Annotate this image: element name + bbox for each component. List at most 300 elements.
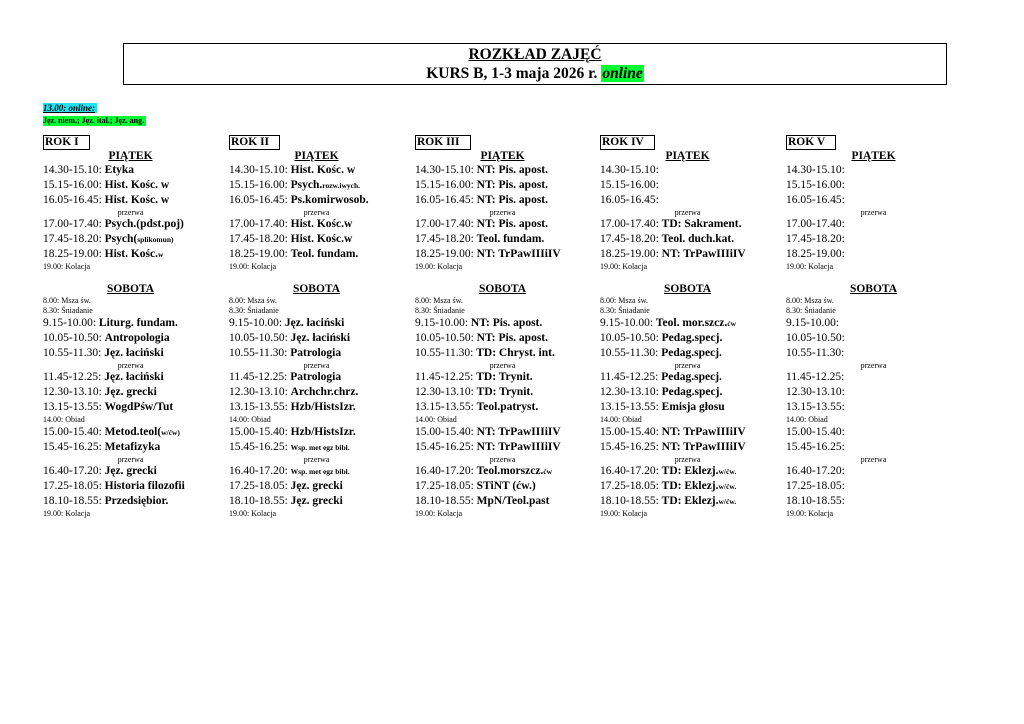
time-slot: 17.45-18.20: [229,233,288,245]
schedule-note: 19.00: Kolacja [600,509,648,518]
saturday-row [43,316,218,331]
subject: Psych( [104,233,138,245]
saturday-heading: SOBOTA [106,283,155,295]
schedule-note: 14.00: Obiad [43,415,85,424]
break-label: przerwa [489,208,516,217]
subject-note: w/ćw) [161,428,180,437]
break-label: przerwa [674,361,701,370]
subject: Teol.morszcz. [476,465,544,477]
saturday-row [229,370,404,385]
saturday-row [43,425,218,440]
time-slot: 17.00-17.40: [229,218,288,230]
schedule-note: 8.00: Msza św. [600,296,648,305]
friday-row [786,247,961,262]
friday-heading: PIĄTEK [108,150,153,162]
saturday-row [229,316,404,331]
time-slot: 18.25-19.00: [229,248,288,260]
schedule-note: 8.00: Msza św. [786,296,834,305]
break-label: przerwa [860,361,887,370]
saturday-row [229,440,404,455]
time-slot: 16.05-16.45: [600,194,659,206]
time-slot: 14.30-15.10: [43,164,102,176]
saturday-row [786,400,961,415]
time-slot: 10.55-11.30: [786,347,845,359]
online-time: 13.00: online: [43,103,96,113]
time-slot: 18.10-18.55: [43,495,102,507]
time-slot: 13.15-13.55: [600,401,659,413]
time-slot: 15.45-16.25: [600,441,659,453]
saturday-row [229,464,404,479]
saturday-row [43,479,218,494]
saturday-row [786,464,961,479]
schedule-note: 19.00: Kolacja [43,262,91,271]
course-dates-text: KURS B, 1-3 maja 2026 r. [426,65,598,82]
time-slot: 10.05-10.50: [786,332,845,344]
schedule-note: 8.00: Msza św. [415,296,463,305]
friday-row [229,217,404,232]
time-slot: 15.45-16.25: [43,441,102,453]
saturday-row [786,331,961,346]
saturday-row [43,385,218,400]
friday-row [229,193,404,208]
saturday-row [786,494,961,509]
subject: Jęz. grecki [104,386,157,398]
saturday-row [786,370,961,385]
time-slot: 17.45-18.20: [600,233,659,245]
subject: Hist. Kośc. [104,248,159,260]
saturday-row [415,370,590,385]
time-slot: 17.25-18.05: [600,480,659,492]
subject: Jęz. grecki [290,480,343,492]
year-label: ROK IV [600,135,655,150]
saturday-row [43,464,218,479]
subject: Liturg. fundam. [98,317,178,329]
saturday-row [43,494,218,509]
time-slot: 18.10-18.55: [786,495,845,507]
time-slot: 9.15-10.00: [43,317,97,329]
schedule-title-box [123,43,947,85]
friday-row [600,163,775,178]
friday-heading: PIĄTEK [851,150,896,162]
time-slot: 16.05-16.45: [786,194,845,206]
saturday-row [786,479,961,494]
time-slot: 17.45-18.20: [43,233,102,245]
time-slot: 18.25-19.00: [43,248,102,260]
saturday-row [229,331,404,346]
online-languages: Jęz. niem.; Jęz. ital.; Jęz. ang. [43,116,145,125]
time-slot: 11.45-12.25: [43,371,102,383]
time-slot: 13.15-13.55: [415,401,474,413]
subject-note: ćw [727,319,736,328]
online-note [43,98,146,126]
subject: TD: Chryst. int. [476,347,555,359]
time-slot: 17.00-17.40: [415,218,474,230]
time-slot: 10.05-10.50: [415,332,474,344]
saturday-heading: SOBOTA [478,283,527,295]
year-column [415,132,590,519]
year-column [786,132,961,519]
time-slot: 17.25-18.05: [229,480,288,492]
saturday-heading: SOBOTA [292,283,341,295]
friday-row [415,217,590,232]
subject: Pedag.specj. [661,347,722,359]
schedule-note: 19.00: Kolacja [229,262,277,271]
saturday-row [43,400,218,415]
subject: TD: Eklezj. [661,495,719,507]
section-gap [786,272,961,283]
subject: TD: Eklezj. [661,465,719,477]
subject: NT: TrPawIIIiIV [661,441,746,453]
subject: Hzb/HistsIzr. [290,426,356,438]
subject: TD: Sakrament. [661,218,742,230]
time-slot: 9.15-10.00: [786,317,840,329]
time-slot: 18.25-19.00: [786,248,845,260]
time-slot: 12.30-13.10: [43,386,102,398]
subject: Metod.teol( [104,426,162,438]
subject: Historia filozofii [104,480,185,492]
saturday-row [600,400,775,415]
time-slot: 18.25-19.00: [600,248,659,260]
time-slot: 18.10-18.55: [600,495,659,507]
time-slot: 14.30-15.10: [786,164,845,176]
time-slot: 17.00-17.40: [786,218,845,230]
time-slot: 10.55-11.30: [600,347,659,359]
subject: STiNT (ćw.) [476,480,536,492]
saturday-row [43,370,218,385]
subject: Hist. Kośc. w [104,179,170,191]
break-label: przerwa [117,361,144,370]
saturday-row [600,425,775,440]
time-slot: 16.05-16.45: [43,194,102,206]
friday-row [600,217,775,232]
subject: Antropologia [104,332,170,344]
friday-row [786,193,961,208]
friday-row [786,163,961,178]
subject: NT: Pis. apost. [470,317,543,329]
subject: Patrologia [290,347,342,359]
friday-row [600,247,775,262]
saturday-row [600,370,775,385]
friday-row [43,232,218,247]
friday-row [43,163,218,178]
break-label: przerwa [860,208,887,217]
time-slot: 12.30-13.10: [786,386,845,398]
friday-row [415,193,590,208]
saturday-row [43,440,218,455]
saturday-row [415,479,590,494]
time-slot: 17.00-17.40: [43,218,102,230]
friday-row [786,217,961,232]
schedule-note: 19.00: Kolacja [415,509,463,518]
saturday-row [786,440,961,455]
year-label: ROK I [43,135,90,150]
break-label: przerwa [117,208,144,217]
break-label: przerwa [303,208,330,217]
friday-row [415,232,590,247]
schedule-note: 8.00: Msza św. [229,296,277,305]
friday-row [600,232,775,247]
saturday-row [415,464,590,479]
time-slot: 16.05-16.45: [229,194,288,206]
schedule-note: 8.30: Śniadanie [229,306,279,315]
saturday-row [415,440,590,455]
saturday-row [415,494,590,509]
time-slot: 18.10-18.55: [229,495,288,507]
year-label: ROK III [415,135,471,150]
subject: NT: TrPawIIIiIV [661,426,746,438]
break-label: przerwa [674,455,701,464]
time-slot: 12.30-13.10: [600,386,659,398]
time-slot: 15.00-15.40: [600,426,659,438]
subject: TD: Trynit. [476,386,534,398]
subject: Teol. fundam. [476,233,545,245]
year-column [229,132,404,519]
subject: TD: Eklezj. [661,480,719,492]
saturday-row [600,494,775,509]
subject: Hist. Kośc. w [104,194,170,206]
saturday-row [600,385,775,400]
friday-heading: PIĄTEK [665,150,710,162]
section-gap [415,272,590,283]
section-gap [43,272,218,283]
time-slot: 16.40-17.20: [786,465,845,477]
schedule-note: 14.00: Obiad [600,415,642,424]
saturday-row [229,425,404,440]
saturday-row [415,400,590,415]
saturday-row [600,331,775,346]
schedule-note: 14.00: Obiad [229,415,271,424]
saturday-row [415,331,590,346]
schedule-note: 19.00: Kolacja [229,509,277,518]
subject: Metafizyka [104,441,161,453]
subject: Hist. Kośc.w [290,218,353,230]
friday-row [43,217,218,232]
subject: Ps.komirwosob. [290,194,369,206]
time-slot: 17.25-18.05: [43,480,102,492]
time-slot: 10.55-11.30: [229,347,288,359]
saturday-row [43,346,218,361]
time-slot: 9.15-10.00: [600,317,654,329]
time-slot: 9.15-10.00: [229,317,283,329]
friday-row [229,247,404,262]
friday-row [43,247,218,262]
friday-row [43,178,218,193]
time-slot: 13.15-13.55: [43,401,102,413]
time-slot: 11.45-12.25: [600,371,659,383]
friday-heading: PIĄTEK [294,150,339,162]
schedule-note: 8.30: Śniadanie [415,306,465,315]
subject: NT: Pis. apost. [476,332,549,344]
time-slot: 15.15-16.00: [229,179,288,191]
friday-row [786,178,961,193]
subject: NT: Pis. apost. [476,179,549,191]
saturday-row [600,316,775,331]
time-slot: 16.40-17.20: [229,465,288,477]
subject: Jęz. grecki [104,465,157,477]
subject: Teol.patryst. [476,401,539,413]
subject: Archchr.chrz. [290,386,359,398]
time-slot: 16.40-17.20: [600,465,659,477]
saturday-row [786,346,961,361]
year-column [600,132,775,519]
subject: Psych.(pdst.poj) [104,218,184,230]
schedule-note: 19.00: Kolacja [415,262,463,271]
time-slot: 11.45-12.25: [415,371,474,383]
time-slot: 12.30-13.10: [415,386,474,398]
time-slot: 15.00-15.40: [229,426,288,438]
time-slot: 15.00-15.40: [786,426,845,438]
saturday-heading: SOBOTA [849,283,898,295]
break-label: przerwa [117,455,144,464]
time-slot: 14.30-15.10: [415,164,474,176]
subject: NT: TrPawIIIiIV [476,441,561,453]
year-label: ROK II [229,135,280,150]
saturday-row [229,346,404,361]
time-slot: 15.15-16.00: [786,179,845,191]
time-slot: 10.55-11.30: [415,347,474,359]
friday-row [229,178,404,193]
saturday-row [229,479,404,494]
subject-note: ćw [543,467,553,476]
saturday-row [415,385,590,400]
friday-row [415,163,590,178]
friday-row [600,178,775,193]
break-label: przerwa [303,455,330,464]
time-slot: 10.05-10.50: [600,332,659,344]
friday-row [415,178,590,193]
break-label: przerwa [303,361,330,370]
online-highlight: online [602,65,643,82]
time-slot: 17.45-18.20: [786,233,845,245]
subject: Jęz. łaciński [104,347,164,359]
subject-note: w [158,250,164,259]
time-slot: 13.15-13.55: [229,401,288,413]
subject: Przedsiębior. [104,495,169,507]
saturday-row [415,425,590,440]
subject: MpN/Teol.past [476,495,550,507]
time-slot: 16.40-17.20: [415,465,474,477]
subject: NT: Pis. apost. [476,194,549,206]
friday-row [600,193,775,208]
schedule-note: 14.00: Obiad [415,415,457,424]
friday-row [43,193,218,208]
year-column [43,132,218,519]
saturday-row [786,385,961,400]
subject-note: w/ćw. [718,482,737,491]
friday-row [786,232,961,247]
schedule-note: 19.00: Kolacja [786,509,834,518]
break-label: przerwa [489,361,516,370]
saturday-row [229,400,404,415]
time-slot: 16.05-16.45: [415,194,474,206]
subject: Jęz. grecki [290,495,343,507]
schedule-note: 19.00: Kolacja [786,262,834,271]
schedule-note: 19.00: Kolacja [43,509,91,518]
subject-note: w/ćw. [718,497,737,506]
saturday-row [786,425,961,440]
subject: NT: Pis. apost. [476,164,549,176]
subject-note: splikomun) [137,235,174,244]
saturday-row [415,316,590,331]
friday-heading: PIĄTEK [480,150,525,162]
time-slot: 15.00-15.40: [415,426,474,438]
subject: Hzb/HistsIzr. [290,401,356,413]
subject: NT: TrPawIIIiIV [476,248,561,260]
subject: Teol. duch.kat. [661,233,735,245]
subject: Teol. fundam. [290,248,359,260]
year-label: ROK V [786,135,836,150]
break-label: przerwa [489,455,516,464]
saturday-row [600,464,775,479]
saturday-row [43,331,218,346]
saturday-row [786,316,961,331]
time-slot: 9.15-10.00: [415,317,469,329]
subject: Jęz. łaciński [290,332,351,344]
schedule-title: ROZKŁAD ZAJĘĆ [468,46,602,63]
schedule-note: 8.00: Msza św. [43,296,91,305]
course-dates [124,64,946,83]
saturday-row [600,346,775,361]
time-slot: 15.15-16.00: [43,179,102,191]
time-slot: 17.45-18.20: [415,233,474,245]
time-slot: 13.15-13.55: [786,401,845,413]
schedule-note: 19.00: Kolacja [600,262,648,271]
subject: Jęz. łaciński [104,371,164,383]
time-slot: 10.05-10.50: [43,332,102,344]
schedule-note: 14.00: Obiad [786,415,828,424]
subject-note: Wsp. met egz bibl. [290,467,350,476]
time-slot: 18.25-19.00: [415,248,474,260]
subject: Hist. Kośc.w [290,233,353,245]
subject: Etyka [104,164,135,176]
subject: Patrologia [290,371,342,383]
saturday-row [229,494,404,509]
saturday-row [600,479,775,494]
time-slot: 15.45-16.25: [415,441,474,453]
schedule-note: 8.30: Śniadanie [43,306,93,315]
time-slot: 17.25-18.05: [415,480,474,492]
time-slot: 15.15-16.00: [600,179,659,191]
saturday-heading: SOBOTA [663,283,712,295]
time-slot: 15.15-16.00: [415,179,474,191]
saturday-row [229,385,404,400]
time-slot: 11.45-12.25: [229,371,288,383]
time-slot: 17.00-17.40: [600,218,659,230]
saturday-row [600,440,775,455]
time-slot: 18.10-18.55: [415,495,474,507]
subject: TD: Trynit. [476,371,533,383]
friday-row [229,232,404,247]
time-slot: 15.45-16.25: [786,441,845,453]
subject: WogdPśw/Tut [104,401,174,413]
time-slot: 12.30-13.10: [229,386,288,398]
saturday-row [415,346,590,361]
subject-note: rozw.iwych. [322,181,361,190]
subject: Pedag.specj. [661,332,723,344]
subject-note: Wsp. met egz bibl. [290,443,350,452]
subject: NT: TrPawIIIiIV [661,248,746,260]
time-slot: 16.40-17.20: [43,465,102,477]
schedule-note: 8.30: Śniadanie [786,306,836,315]
subject-note: w/ćw. [718,467,737,476]
time-slot: 14.30-15.10: [229,164,288,176]
subject: Jęz. łaciński [284,317,345,329]
subject: Psych. [290,179,323,191]
section-gap [229,272,404,283]
time-slot: 15.00-15.40: [43,426,102,438]
break-label: przerwa [860,455,887,464]
subject: Emisja głosu [661,401,725,413]
